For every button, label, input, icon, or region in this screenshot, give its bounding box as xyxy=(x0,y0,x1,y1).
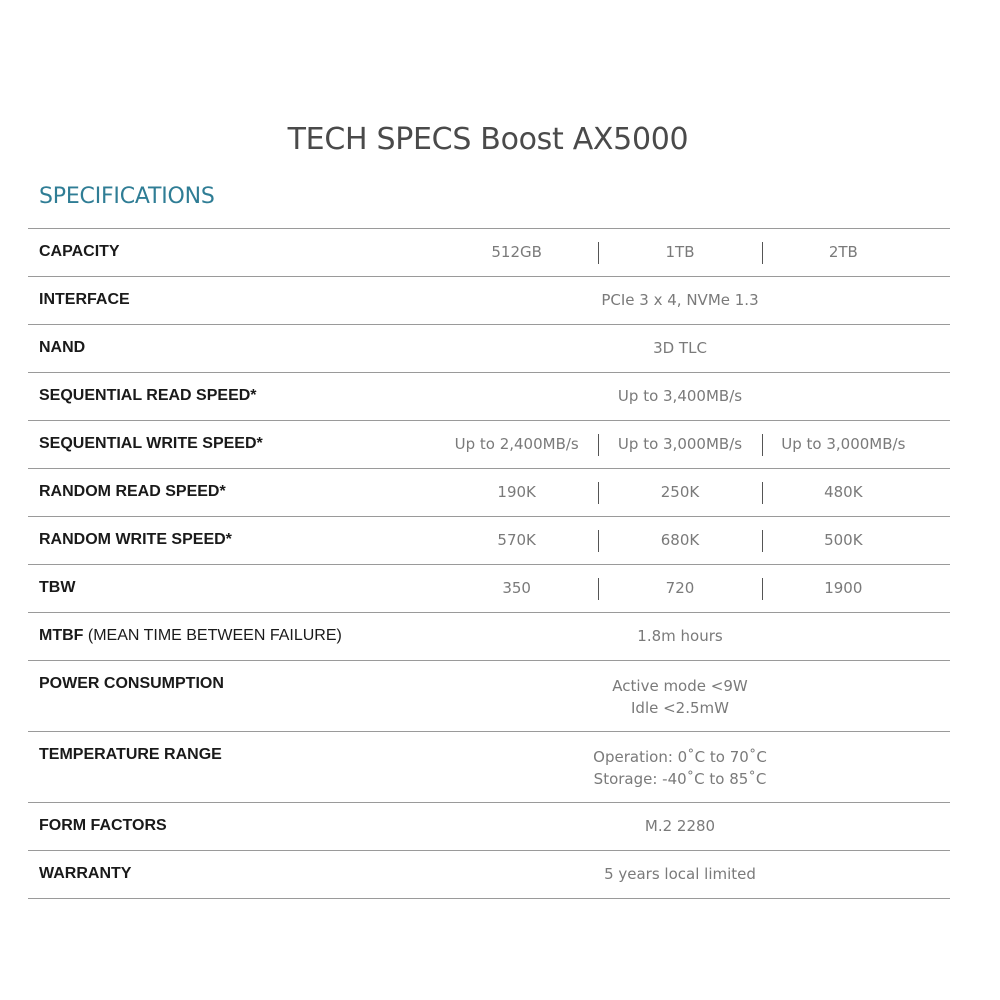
spec-table xyxy=(28,228,950,899)
spec-values xyxy=(435,577,925,599)
spec-row-sequential-read xyxy=(28,373,950,421)
spec-value-512gb: 190K xyxy=(497,483,536,501)
spec-row-random-read xyxy=(28,469,950,517)
spec-value: 5 years local limited xyxy=(604,865,756,883)
spec-label-detail: (MEAN TIME BETWEEN FAILURE) xyxy=(83,627,342,644)
spec-label: TBW xyxy=(39,579,76,596)
spec-label: SEQUENTIAL READ SPEED* xyxy=(39,387,257,404)
spec-label: FORM FACTORS xyxy=(39,817,167,834)
spec-value xyxy=(435,675,925,719)
column-divider xyxy=(598,482,599,504)
spec-row-mtbf xyxy=(28,613,950,661)
spec-value-2tb: 480K xyxy=(824,483,863,501)
spec-value: 1.8m hours xyxy=(637,627,723,645)
section-heading-specifications: SPECIFICATIONS xyxy=(39,184,215,209)
spec-value: PCIe 3 x 4, NVMe 1.3 xyxy=(601,291,759,309)
spec-values xyxy=(435,433,925,455)
spec-label: WARRANTY xyxy=(39,865,132,882)
spec-value xyxy=(435,746,925,790)
column-divider xyxy=(598,530,599,552)
spec-label xyxy=(39,627,342,645)
spec-value-512gb: 350 xyxy=(502,579,531,597)
spec-label: NAND xyxy=(39,339,86,356)
spec-row-warranty xyxy=(28,851,950,899)
spec-row-nand xyxy=(28,325,950,373)
spec-value-1tb: 250K xyxy=(660,483,700,501)
column-divider xyxy=(598,434,599,456)
spec-value-1tb: Up to 3,000MB/s xyxy=(617,435,743,453)
spec-value: Up to 3,400MB/s xyxy=(617,387,743,405)
column-divider xyxy=(598,242,599,264)
spec-value-line: Idle <2.5mW xyxy=(631,699,729,717)
spec-label: SEQUENTIAL WRITE SPEED* xyxy=(39,435,263,452)
spec-row-form-factors xyxy=(28,803,950,851)
spec-value-2tb: Up to 3,000MB/s xyxy=(781,435,906,453)
spec-row-temperature-range xyxy=(28,732,950,803)
spec-row-interface xyxy=(28,277,950,325)
spec-value-1tb: 1TB xyxy=(665,243,695,261)
page-title: TECH SPECS Boost AX5000 xyxy=(287,122,689,157)
column-divider xyxy=(762,242,763,264)
column-divider xyxy=(598,578,599,600)
spec-value-512gb: Up to 2,400MB/s xyxy=(454,435,579,453)
column-divider xyxy=(762,482,763,504)
spec-row-tbw xyxy=(28,565,950,613)
spec-values xyxy=(435,241,925,263)
spec-value-line: Storage: -40˚C to 85˚C xyxy=(593,770,767,788)
spec-label: CAPACITY xyxy=(39,243,120,260)
spec-label-bold: MTBF xyxy=(39,627,84,644)
spec-values xyxy=(435,481,925,503)
spec-value-line: Operation: 0˚C to 70˚C xyxy=(593,748,767,766)
spec-value-512gb: 570K xyxy=(497,531,536,549)
spec-values xyxy=(435,529,925,551)
spec-value: 3D TLC xyxy=(653,339,707,357)
spec-value-1tb: 680K xyxy=(660,531,700,549)
column-divider xyxy=(762,434,763,456)
spec-row-sequential-write xyxy=(28,421,950,469)
spec-value: M.2 2280 xyxy=(644,817,716,835)
spec-value-line: Active mode <9W xyxy=(612,677,748,695)
spec-label: POWER CONSUMPTION xyxy=(39,675,224,692)
spec-row-capacity xyxy=(28,229,950,277)
column-divider xyxy=(762,530,763,552)
spec-label: RANDOM WRITE SPEED* xyxy=(39,531,232,548)
spec-row-random-write xyxy=(28,517,950,565)
column-divider xyxy=(762,578,763,600)
spec-label: RANDOM READ SPEED* xyxy=(39,483,226,500)
spec-value-512gb: 512GB xyxy=(491,243,542,261)
spec-value-2tb: 2TB xyxy=(828,243,858,261)
spec-value-2tb: 500K xyxy=(824,531,863,549)
spec-label: INTERFACE xyxy=(39,291,130,308)
spec-value-1tb: 720 xyxy=(665,579,695,597)
spec-row-power-consumption xyxy=(28,661,950,732)
spec-value-2tb: 1900 xyxy=(824,579,863,597)
spec-label: TEMPERATURE RANGE xyxy=(39,746,222,763)
